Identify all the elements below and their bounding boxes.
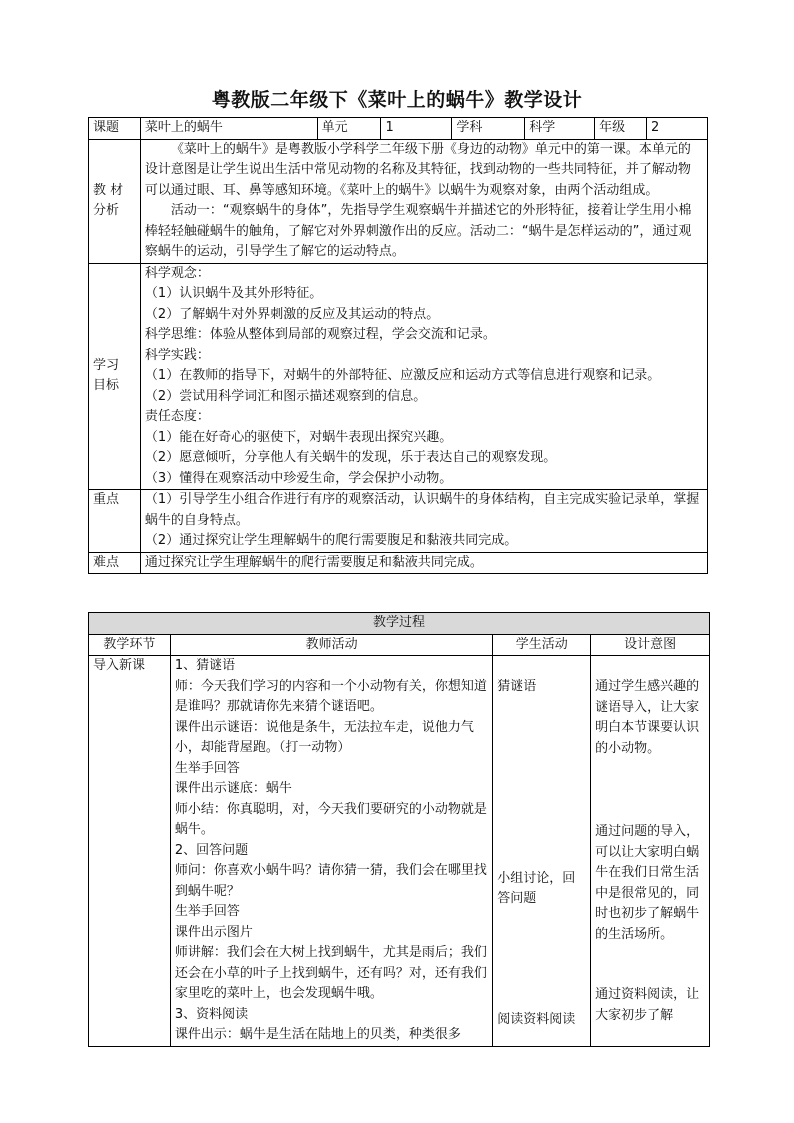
process-column-headers [89, 634, 710, 656]
goals-label-line-2: 目标 [93, 378, 120, 394]
student-item-2: 小组讨论，回答问题 [497, 870, 576, 906]
goal-line: （1）在教师的指导下，对蜗牛的外部特征、应激反应和运动方式等信息进行观察和记录。 [144, 368, 661, 383]
analysis-label [89, 139, 141, 263]
lesson-label: 课题 [89, 118, 141, 140]
grade-label: 年级 [595, 118, 647, 140]
process-header: 教学过程 [89, 613, 710, 635]
lesson-info-table [88, 117, 708, 574]
goal-line: （2）了解蜗牛对外界刺激的反应及其运动的特点。 [144, 306, 440, 322]
col-intent: 设计意图 [591, 634, 710, 656]
teacher-activity [170, 656, 492, 1047]
goal-line: 科学实践： [144, 347, 210, 363]
key-points-content [140, 490, 707, 553]
teacher-line: 生举手回答 [174, 904, 240, 919]
analysis-row [89, 139, 708, 263]
analysis-paragraph-1: 《菜叶上的蜗牛》是粤教版小学科学二年级下册《身边的动物》单元中的第一课。本单元的设计意图是让学生说出生活中常见动物的名称及其特征，找到动物的一些共同特征，并了解动物可以通过眼、耳、鼻等感知环境。《菜叶上的蜗牛》以蜗牛为观察对象，由两个活动组成。 [144, 141, 691, 198]
student-activity [493, 656, 591, 1047]
key-point-2: （2）通过探究让学生理解蜗牛的爬行需要腹足和黏液共同完成。 [144, 533, 518, 548]
teacher-line: 师问：你喜欢小蜗牛吗？请你猜一猜，我们会在哪里找到蜗牛呢？ [174, 863, 487, 899]
teacher-line: 课件出示谜语：说他是条牛，无法拉车走，说他力气小，却能背屋跑。（打一动物） [174, 719, 474, 755]
teacher-line: 课件出示图片 [174, 924, 253, 940]
goal-line: （1）能在好奇心的驱使下，对蜗牛表现出探究兴趣。 [144, 429, 453, 445]
goal-line: 科学观念： [144, 265, 210, 281]
intent-item-3: 通过资料阅读，让大家初步了解 [595, 987, 700, 1023]
goals-label-line-1: 学习 [93, 357, 120, 373]
intent-item-2: 通过问题的导入，可以让大家明白蜗牛在我们日常生活中是很常见的，同时也初步了解蜗牛的生活场所。 [595, 824, 700, 942]
difficulty-label: 难点 [89, 552, 141, 574]
teacher-line: 课件出示：蜗牛是生活在陆地上的贝类，种类很多 [174, 1027, 461, 1042]
goals-row [89, 263, 708, 490]
analysis-label-line-2: 分析 [93, 203, 120, 218]
col-stage: 教学环节 [89, 634, 171, 656]
grade-value: 2 [647, 118, 708, 140]
goal-line: （2）尝试用科学词汇和图示描述观察到的信息。 [144, 388, 427, 404]
goal-line: （1）认识蜗牛及其外形特征。 [144, 286, 323, 301]
info-row [89, 118, 708, 140]
subject-label: 学科 [452, 118, 525, 140]
teacher-line: 课件出示谜底：蜗牛 [174, 781, 292, 796]
goal-line: 科学思维：体验从整体到局部的观察过程，学会交流和记录。 [144, 327, 496, 342]
teacher-line: 师：今天我们学习的内容和一个小动物有关，你想知道是谁吗？那就请你先来猜个谜语吧。 [174, 678, 487, 714]
teacher-line: 2、回答问题 [174, 842, 249, 858]
col-teacher: 教师活动 [170, 634, 492, 656]
student-item-3: 阅读资料阅读 [497, 1011, 576, 1027]
teacher-line: 3、资料阅读 [174, 1006, 249, 1022]
teacher-line: 1、猜谜语 [174, 658, 236, 673]
teacher-line: 师小结：你真聪明，对，今天我们要研究的小动物就是蜗牛。 [174, 801, 487, 837]
unit-label: 单元 [317, 118, 381, 140]
goals-label [89, 263, 141, 490]
col-student: 学生活动 [493, 634, 591, 656]
goal-line: （3）懂得在观察活动中珍爱生命，学会保护小动物。 [144, 470, 453, 486]
process-header-row [89, 613, 710, 635]
teacher-line: 生举手回答 [174, 760, 240, 776]
key-point-1: （1）引导学生小组合作进行有序的观察活动，认识蜗牛的身体结构，自主完成实验记录单，掌握蜗牛的自身特点。 [144, 492, 700, 528]
teaching-process-table [88, 612, 710, 1047]
difficulty-row [89, 552, 708, 574]
difficulty-content: 通过探究让学生理解蜗牛的爬行需要腹足和黏液共同完成。 [140, 552, 707, 574]
document-title: 粤教版二年级下《菜叶上的蜗牛》教学设计 [211, 89, 583, 111]
subject-value: 科学 [525, 118, 595, 140]
lesson-value: 菜叶上的蜗牛 [140, 118, 317, 140]
goals-content [140, 263, 707, 490]
intent-item-1: 通过学生感兴趣的谜语导入，让大家明白本节课要认识的小动物。 [595, 679, 700, 756]
analysis-label-line-1: 教 材 [93, 182, 124, 198]
unit-value: 1 [381, 118, 452, 140]
goal-line: 责任态度： [144, 409, 210, 424]
student-item-1: 猜谜语 [497, 679, 537, 694]
analysis-paragraph-2: 活动一：“观察蜗牛的身体”，先指导学生观察蜗牛并描述它的外形特征，接着让学生用小棉棒轻轻触碰蜗牛的触角，了解它对外界刺激作出的反应。活动二：“蜗牛是怎样运动的”，通过观察蜗牛的运动，引导学生了解它的运动特点。 [144, 203, 692, 259]
key-points-label: 重点 [89, 490, 141, 553]
goal-line: （2）愿意倾听，分享他人有关蜗牛的发现，乐于表达自己的观察发现。 [144, 450, 557, 465]
teacher-line: 师讲解：我们会在大树上找到蜗牛，尤其是雨后；我们还会在小草的叶子上找到蜗牛，还有吗？对，还有我们家里吃的菜叶上，也会发现蜗牛哦。 [174, 945, 487, 1001]
process-row-intro [89, 656, 710, 1047]
analysis-content [140, 139, 707, 263]
stage-intro: 导入新课 [89, 656, 171, 1047]
design-intent [591, 656, 710, 1047]
key-points-row [89, 490, 708, 553]
